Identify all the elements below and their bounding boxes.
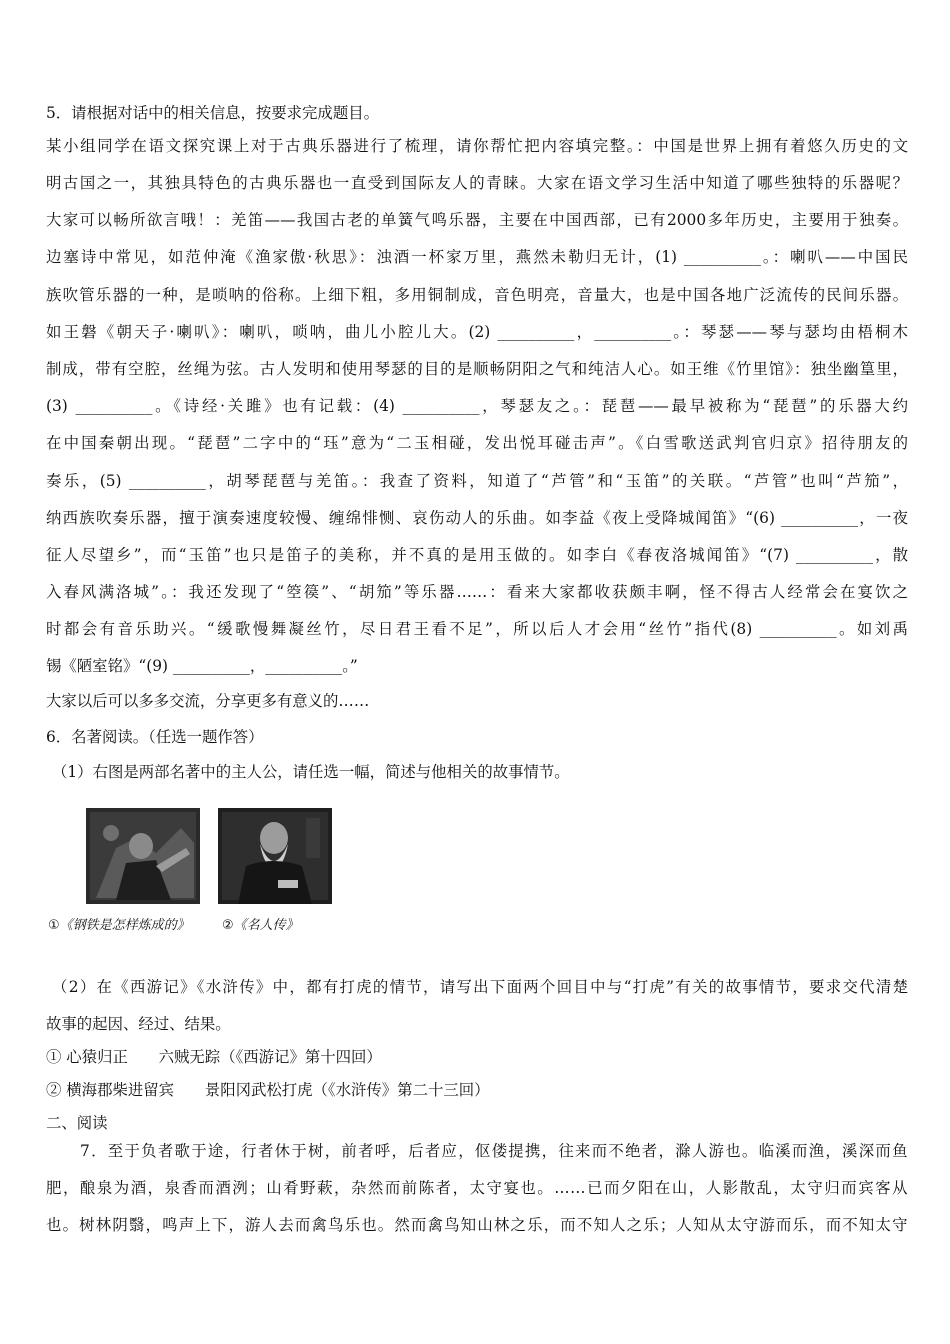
q5-line: 边塞诗中常见，如范仲淹《渔家傲·秋思》：浊酒一杯家万里，燕然未勒归无计，(1) __________。：喇叭——中国民 [46,248,908,266]
q5-line: 大家以后可以多多交流，分享更多有意义的…… [46,692,370,710]
q5-line: 大家可以畅所欲言哦！：羌笛——我国古老的单簧气鸣乐器，主要在中国西部，已有2000多年历史，主要用于独奏。 [46,211,908,229]
q5-line: 在中国秦朝出现。“琵琶”二字中的“珏”意为“二玉相碰，发出悦耳碰击声”。《白雪歌送武判官归京》招待朋友的 [46,434,908,452]
q6-item-2: ② 横海郡柴进留宾 景阳冈武松打虎（《水浒传》第二十三回） [46,1081,490,1099]
q7-passage-line: 也。树林阴翳，鸣声上下，游人去而禽鸟乐也。然而禽鸟知山林之乐，而不知人之乐；人知从太守游而乐，而不知太守 [46,1216,908,1234]
q5-line: 某小组同学在语文探究课上对于古典乐器进行了梳理，请你帮忙把内容填完整。：中国是世界上拥有着悠久历史的文 [46,137,908,155]
q5-line: 入春风满洛城”。：我还发现了“箜篌”、“胡笳”等乐器……：看来大家都收获颇丰啊，怪不得古人经常会在宴饮之 [46,583,908,601]
q6-sub-question-2: （2）在《西游记》《水浒传》中，都有打虎的情节，请写出下面两个回目中与“打虎”有关的故事情节，要求交代清楚 [52,978,908,996]
q5-line: 时都会有音乐助兴。“缓歌慢舞凝丝竹，尽日君王看不足”，所以后人才会用“丝竹”指代(8) __________。如刘禹 [46,620,908,638]
q5-line: 制成，带有空腔，丝绳为弦。古人发明和使用琴瑟的目的是顺畅阴阳之气和纯洁人心。如王维《竹里馆》：独坐幽篁里， [46,360,908,378]
q5-line: 如王磐《朝天子·喇叭》：喇叭，唢呐，曲儿小腔儿大。(2) __________，__________。：琴瑟——琴与瑟均由梧桐木 [46,323,908,341]
pavel-korchagin-photo [86,808,200,904]
q5-line: 纳西族吹奏乐器，擅于演奏速度较慢、缠绵悱恻、哀伤动人的乐曲。如李益《夜上受降城闻笛》“(6) __________，一夜 [46,509,908,527]
figure-caption-1: ①《钢铁是怎样炼成的》 [48,918,190,933]
novel-protagonists-figure [46,806,328,940]
tolstoy-portrait-photo [218,808,332,904]
q5-line: 族吹管乐器的一种，是唢呐的俗称。上细下粗，多用铜制成，音色明亮，音量大，也是中国各地广泛流传的民间乐器。 [46,286,908,304]
q5-line: 奏乐，(5) __________，胡琴琵琶与羌笛。：我查了资料，知道了“芦管”和“玉笛”的关联。“芦管”也叫“芦笳”， [46,472,908,490]
question-5-title: 5．请根据对话中的相关信息，按要求完成题目。 [46,104,379,122]
q6-sub-question-2-cont: 故事的起因、经过、结果。 [46,1015,231,1033]
q6-sub-question-1: （1）右图是两部名著中的主人公，请任选一幅，简述与他相关的故事情节。 [52,763,570,781]
q6-item-1: ① 心猿归正 六贼无踪（《西游记》第十四回） [46,1048,382,1066]
q7-passage-line: 肥，酿泉为酒，泉香而酒洌；山肴野蔌，杂然而前陈者，太守宴也。……已而夕阳在山，人影散乱，太守归而宾客从 [46,1179,908,1197]
question-6-title: 6．名著阅读。（任选一题作答） [46,728,264,746]
q5-line: (3) __________。《诗经·关雎》也有记载：(4) __________，琴瑟友之。：琵琶——最早被称为“琵琶”的乐器大约 [46,397,908,415]
section-2-heading: 二、阅读 [46,1114,108,1132]
q5-line: 征人尽望乡”，而“玉笛”也只是笛子的美称，并不真的是用玉做的。如李白《春夜洛城闻笛》“(7) __________，散 [46,546,908,564]
figure-caption-2: ②《名人传》 [222,918,299,933]
q5-line: 锡《陋室铭》“(9) __________，__________。” [46,657,358,675]
q5-line: 明古国之一，其独具特色的古典乐器也一直受到国际友人的青睐。大家在语文学习生活中知道了哪些独特的乐器呢？ [46,174,908,192]
q7-passage-line: 7．至于负者歌于途，行者休于树，前者呼，后者应，伛偻提携，往来而不绝者，滁人游也。临溪而渔，溪深而鱼 [80,1142,908,1160]
